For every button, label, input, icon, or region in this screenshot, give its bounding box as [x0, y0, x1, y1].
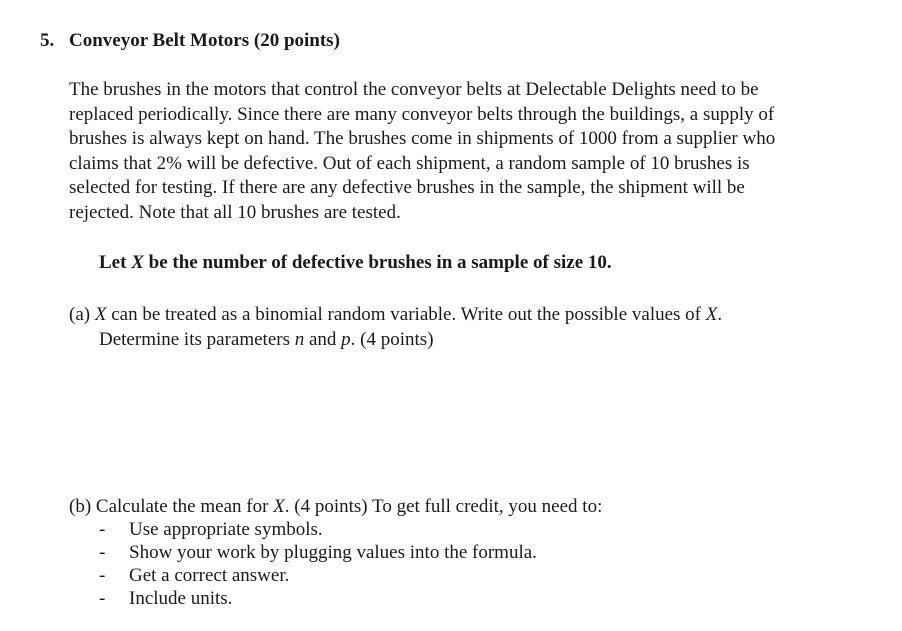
intro-line: selected for testing. If there are any defective brushes in the sample, the shipment will be: [69, 177, 745, 199]
list-item-text: Show your work by plugging values into the formula.: [129, 542, 537, 563]
list-item: [69, 541, 602, 564]
part-a-label: (a): [69, 304, 95, 325]
part-a-line2-mid: and: [304, 329, 342, 350]
intro-line: claims that 2% will be defective. Out of each shipment, a random sample of 10 brushes is: [69, 152, 750, 174]
list-item: [69, 564, 602, 587]
part-b-question: [69, 495, 602, 610]
intro-line: The brushes in the motors that control the conveyor belts at Delectable Delights need to be: [69, 79, 759, 100]
param-p: p: [341, 329, 351, 350]
definition-suffix: be the number of defective brushes in a sample of size 10.: [143, 252, 612, 273]
list-item-text: Get a correct answer.: [129, 565, 290, 586]
intro-line: replaced periodically. Since there are many conveyor belts through the buildings, a supply of: [69, 103, 775, 125]
part-b-label: (b): [69, 496, 96, 517]
dash-bullet: -: [99, 588, 106, 609]
dash-bullet: -: [99, 565, 106, 586]
part-b-var: X: [273, 496, 285, 517]
list-item: [69, 518, 602, 541]
variable-definition: [99, 252, 612, 274]
requirements-list: [69, 518, 602, 610]
dash-bullet: -: [99, 542, 106, 563]
intro-line: brushes is always kept on hand. The brushes come in shipments of 1000 from a supplier who: [69, 128, 776, 150]
definition-prefix: Let: [99, 252, 132, 273]
definition-variable: X: [131, 252, 144, 273]
part-a-var-2: X: [705, 304, 718, 325]
part-a-question: [69, 302, 722, 352]
part-a-line2-prefix: Determine its parameters: [99, 329, 295, 350]
dash-bullet: -: [99, 519, 106, 540]
part-b-line-1: [69, 495, 602, 518]
part-a-text-1: can be treated as a binomial random variable. Write out the possible values of: [106, 304, 706, 325]
list-item-text: Include units.: [129, 588, 233, 609]
problem-title: Conveyor Belt Motors (20 points): [69, 30, 340, 51]
part-a-var-1: X: [94, 304, 107, 325]
problem-number: 5.: [40, 30, 55, 51]
list-item: [69, 587, 602, 610]
intro-paragraph: [69, 78, 829, 226]
part-a-line-1: [69, 302, 722, 327]
part-a-text-2: .: [717, 304, 723, 325]
param-n: n: [294, 329, 305, 350]
problem-heading: [40, 30, 340, 52]
intro-line: rejected. Note that all 10 brushes are tested.: [69, 201, 401, 223]
part-a-line2-suffix: . (4 points): [350, 329, 434, 350]
part-b-text-1: Calculate the mean for: [95, 496, 274, 517]
part-b-text-2: . (4 points) To get full credit, you need to:: [284, 496, 603, 517]
list-item-text: Use appropriate symbols.: [129, 519, 323, 540]
part-a-line-2: [69, 327, 722, 352]
